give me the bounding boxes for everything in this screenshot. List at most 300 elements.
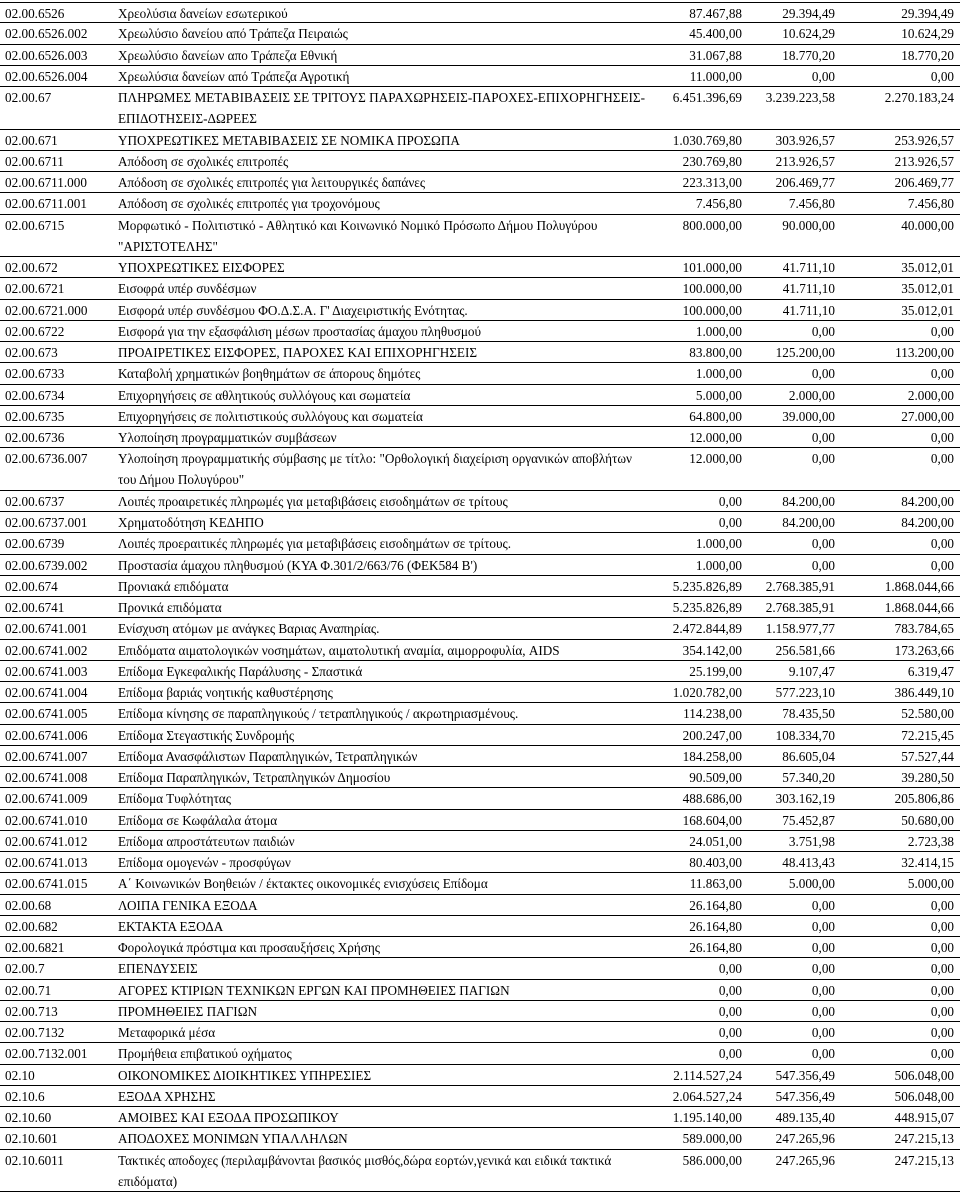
budget-value: 223.313,00 xyxy=(683,172,742,193)
table-row xyxy=(0,23,960,44)
account-description: Προνικά επιδόματα xyxy=(118,597,653,618)
account-description: ΕΚΤΑΚΤΑ ΕΞΟΔΑ xyxy=(118,916,653,937)
approved-value: 0,00 xyxy=(812,980,835,1001)
account-code: 02.00.6737.001 xyxy=(5,512,113,533)
table-row xyxy=(0,1107,960,1128)
approved-value: 547.356,49 xyxy=(776,1065,835,1086)
budget-value: 2.064.527,24 xyxy=(673,1086,742,1107)
budget-value: 26.164,80 xyxy=(689,895,742,916)
table-row xyxy=(0,640,960,661)
table-row xyxy=(0,1043,960,1064)
paid-value: 253.926,57 xyxy=(895,130,954,151)
paid-value: 2.000,00 xyxy=(908,385,954,406)
approved-value: 1.158.977,77 xyxy=(766,618,835,639)
account-code: 02.00.6734 xyxy=(5,385,113,406)
approved-value: 41.711,10 xyxy=(783,278,835,299)
account-description: Χρεωλύσιο δανείων απο Τράπεζα Εθνική xyxy=(118,45,653,66)
account-code: 02.00.6741.005 xyxy=(5,703,113,724)
approved-value: 39.000,00 xyxy=(782,406,835,427)
approved-value: 0,00 xyxy=(812,321,835,342)
budget-value: 26.164,80 xyxy=(689,916,742,937)
paid-value: 0,00 xyxy=(931,895,954,916)
account-description: Επίδομα Εγκεφαλικής Παράλυσης - Σπαστικά xyxy=(118,661,653,682)
table-row xyxy=(0,576,960,597)
approved-value: 18.770,20 xyxy=(782,45,835,66)
account-code: 02.10.601 xyxy=(5,1128,113,1149)
paid-value: 0,00 xyxy=(931,321,954,342)
account-code: 02.00.6711.000 xyxy=(5,172,113,193)
approved-value: 10.624,29 xyxy=(782,23,835,44)
account-description: Απόδοση σε σχολικές επιτροπές xyxy=(118,151,653,172)
table-row xyxy=(0,151,960,172)
account-description: Επίδομα ομογενών - προσφύγων xyxy=(118,852,653,873)
paid-value: 40.000,00 xyxy=(901,215,954,236)
paid-value: 386.449,10 xyxy=(895,682,954,703)
account-code: 02.00.6741.002 xyxy=(5,640,113,661)
budget-value: 45.400,00 xyxy=(689,23,742,44)
paid-value: 84.200,00 xyxy=(901,512,954,533)
approved-value: 9.107,47 xyxy=(789,661,835,682)
account-description: Μορφωτικό - Πολιτιστικό - Αθλητικό και Κοινωνικό Νομικό Πρόσωπο Δήμου Πολυγύρου "ΑΡΙΣΤΟΤΕΛΗΣ" xyxy=(118,215,653,257)
paid-value: 84.200,00 xyxy=(901,491,954,512)
paid-value: 0,00 xyxy=(931,1043,954,1064)
account-description: Εισφορά για την εξασφάλιση μέσων προστασίας άμαχου πληθυσμού xyxy=(118,321,653,342)
account-description: ΥΠΟΧΡΕΩΤΙΚΕΣ ΕΙΣΦΟΡΕΣ xyxy=(118,257,653,278)
approved-value: 108.334,70 xyxy=(776,725,835,746)
account-code: 02.10.6 xyxy=(5,1086,113,1107)
account-description: ΠΡΟΜΗΘΕΙΕΣ ΠΑΓΙΩΝ xyxy=(118,1001,653,1022)
budget-value: 31.067,88 xyxy=(689,45,742,66)
approved-value: 0,00 xyxy=(812,555,835,576)
budget-value: 1.195.140,00 xyxy=(673,1107,742,1128)
account-code: 02.10.6011 xyxy=(5,1150,113,1171)
approved-value: 3.239.223,58 xyxy=(766,87,835,108)
table-row xyxy=(0,66,960,87)
approved-value: 29.394,49 xyxy=(782,3,835,24)
approved-value: 0,00 xyxy=(812,66,835,87)
table-row xyxy=(0,618,960,639)
account-description: ΟΙΚΟΝΟΜΙΚΕΣ ΔΙΟΙΚΗΤΙΚΕΣ ΥΠΗΡΕΣΙΕΣ xyxy=(118,1065,653,1086)
budget-value: 12.000,00 xyxy=(689,448,742,469)
account-description: ΑΜΟΙΒΕΣ ΚΑΙ ΕΞΟΔΑ ΠΡΟΣΩΠΙΚΟΥ xyxy=(118,1107,653,1128)
account-description: Προστασία άμαχου πληθυσμού (ΚΥΑ Φ.301/2/663/76 (ΦΕΚ584 Β') xyxy=(118,555,653,576)
table-row xyxy=(0,342,960,363)
account-code: 02.00.682 xyxy=(5,916,113,937)
account-code: 02.00.7 xyxy=(5,958,113,979)
table-row xyxy=(0,2,960,23)
approved-value: 0,00 xyxy=(812,363,835,384)
budget-value: 1.000,00 xyxy=(696,321,742,342)
table-row xyxy=(0,661,960,682)
budget-value: 1.000,00 xyxy=(696,363,742,384)
budget-value: 1.030.769,80 xyxy=(673,130,742,151)
account-code: 02.00.6741.013 xyxy=(5,852,113,873)
account-code: 02.00.68 xyxy=(5,895,113,916)
account-description: Χρεωλύσια δανείων από Τράπεζα Αγροτική xyxy=(118,66,653,87)
table-row xyxy=(0,130,960,151)
budget-value: 0,00 xyxy=(719,491,742,512)
approved-value: 125.200,00 xyxy=(776,342,835,363)
paid-value: 247.215,13 xyxy=(895,1150,954,1171)
approved-value: 86.605,04 xyxy=(782,746,835,767)
account-code: 02.00.672 xyxy=(5,257,113,278)
budget-value: 2.472.844,89 xyxy=(673,618,742,639)
account-description: ΕΠΕΝΔΥΣΕΙΣ xyxy=(118,958,653,979)
account-description: Υλοποίηση προγραμματικής σύμβασης με τίτλο: "Ορθολογική διαχείριση οργανικών αποβλήτων του Δήμου Πολυγύρου" xyxy=(118,448,653,490)
table-row xyxy=(0,406,960,427)
account-code: 02.00.6821 xyxy=(5,937,113,958)
paid-value: 32.414,15 xyxy=(901,852,954,873)
budget-value: 0,00 xyxy=(719,958,742,979)
account-code: 02.00.6741.015 xyxy=(5,873,113,894)
account-description: Λοιπές προαιρετικές πληρωμές για μεταβιβάσεις εισοδημάτων σε τρίτους xyxy=(118,491,653,512)
account-description: Φορολογικά πρόστιμα και προσαυξήσεις Χρήσης xyxy=(118,937,653,958)
account-code: 02.00.6741 xyxy=(5,597,113,618)
table-row xyxy=(0,1065,960,1086)
account-description: Επίδομα Ανασφάλιστων Παραπληγικών, Τετραπληγικών xyxy=(118,746,653,767)
table-row xyxy=(0,873,960,894)
account-description: Απόδοση σε σχολικές επιτροπές για λειτουργικές δαπάνες xyxy=(118,172,653,193)
paid-value: 39.280,50 xyxy=(901,767,954,788)
account-code: 02.00.6711 xyxy=(5,151,113,172)
approved-value: 48.413,43 xyxy=(782,852,835,873)
account-description: Προμήθεια επιβατικού οχήματος xyxy=(118,1043,653,1064)
account-description: Μεταφορικά μέσα xyxy=(118,1022,653,1043)
approved-value: 0,00 xyxy=(812,1043,835,1064)
budget-value: 1.020.782,00 xyxy=(673,682,742,703)
account-code: 02.00.673 xyxy=(5,342,113,363)
account-code: 02.00.6741.004 xyxy=(5,682,113,703)
account-code: 02.00.6722 xyxy=(5,321,113,342)
approved-value: 247.265,96 xyxy=(776,1150,835,1171)
paid-value: 27.000,00 xyxy=(901,406,954,427)
table-row xyxy=(0,427,960,448)
paid-value: 6.319,47 xyxy=(908,661,954,682)
paid-value: 506.048,00 xyxy=(895,1065,954,1086)
budget-value: 2.114.527,24 xyxy=(673,1065,742,1086)
budget-value: 184.258,00 xyxy=(683,746,742,767)
paid-value: 5.000,00 xyxy=(908,873,954,894)
paid-value: 72.215,45 xyxy=(901,725,954,746)
table-row xyxy=(0,980,960,1001)
table-row xyxy=(0,257,960,278)
approved-value: 0,00 xyxy=(812,427,835,448)
table-row xyxy=(0,45,960,66)
budget-value: 24.051,00 xyxy=(689,831,742,852)
approved-value: 2.000,00 xyxy=(789,385,835,406)
budget-value: 5.000,00 xyxy=(696,385,742,406)
table-row xyxy=(0,682,960,703)
account-description: Επιχορηγήσεις σε αθλητικούς συλλόγους και σωματεία xyxy=(118,385,653,406)
approved-value: 41.711,10 xyxy=(783,257,835,278)
budget-value: 6.451.396,69 xyxy=(673,87,742,108)
account-code: 02.00.6721.000 xyxy=(5,300,113,321)
account-description: Εισοφρά υπέρ συνδέσμων xyxy=(118,278,653,299)
account-description: ΛΟΙΠΑ ΓΕΝΙΚΑ ΕΞΟΔΑ xyxy=(118,895,653,916)
table-row xyxy=(0,958,960,979)
account-description: Επίδομα κίνησης σε παραπληγικούς / τετραπληγικούς / ακρωτηριασμένους. xyxy=(118,703,653,724)
budget-value: 26.164,80 xyxy=(689,937,742,958)
account-description: Επίδομα βαριάς νοητικής καθυστέρησης xyxy=(118,682,653,703)
budget-value: 354.142,00 xyxy=(683,640,742,661)
paid-value: 0,00 xyxy=(931,980,954,1001)
budget-value: 90.509,00 xyxy=(689,767,742,788)
account-description: Επιδόματα αιματολογικών νοσημάτων, αιματολυτική αναμία, αιμορροφυλία, AIDS xyxy=(118,640,653,661)
paid-value: 113.200,00 xyxy=(895,342,954,363)
table-row xyxy=(0,767,960,788)
budget-value: 11.863,00 xyxy=(690,873,742,894)
approved-value: 84.200,00 xyxy=(782,491,835,512)
table-row xyxy=(0,1086,960,1107)
table-row xyxy=(0,725,960,746)
account-description: Χρεωλύσιο δανείου από Τράπεζα Πειραιώς xyxy=(118,23,653,44)
account-description: Υλοποίηση προγραμματικών συμβάσεων xyxy=(118,427,653,448)
budget-value: 7.456,80 xyxy=(696,193,742,214)
account-description: Επίδομα Τυφλότητας xyxy=(118,788,653,809)
account-code: 02.10.60 xyxy=(5,1107,113,1128)
budget-value: 200.247,00 xyxy=(683,725,742,746)
budget-value: 0,00 xyxy=(719,1022,742,1043)
approved-value: 75.452,87 xyxy=(782,810,835,831)
table-row xyxy=(0,810,960,831)
account-description: Λοιπές προεραιτικές πληρωμές για μεταβιβάσεις εισοδημάτων σε τρίτους. xyxy=(118,533,653,554)
account-code: 02.00.6741.012 xyxy=(5,831,113,852)
table-row xyxy=(0,852,960,873)
paid-value: 213.926,57 xyxy=(895,151,954,172)
account-code: 02.00.6526.003 xyxy=(5,45,113,66)
approved-value: 0,00 xyxy=(812,937,835,958)
account-description: Προνιακά επιδόματα xyxy=(118,576,653,597)
paid-value: 0,00 xyxy=(931,958,954,979)
paid-value: 0,00 xyxy=(931,1001,954,1022)
paid-value: 2.723,38 xyxy=(908,831,954,852)
paid-value: 10.624,29 xyxy=(901,23,954,44)
paid-value: 52.580,00 xyxy=(901,703,954,724)
account-description: ΥΠΟΧΡΕΩΤΙΚΕΣ ΜΕΤΑΒΙΒΑΣΕΙΣ ΣΕ ΝΟΜΙΚΑ ΠΡΟΣΩΠΑ xyxy=(118,130,653,151)
approved-value: 0,00 xyxy=(812,448,835,469)
account-description: Καταβολή χρηματικών βοηθημάτων σε άπορους δημότες xyxy=(118,363,653,384)
account-code: 02.00.713 xyxy=(5,1001,113,1022)
budget-value: 5.235.826,89 xyxy=(673,597,742,618)
table-row xyxy=(0,831,960,852)
table-row xyxy=(0,1128,960,1149)
table-row xyxy=(0,448,960,491)
paid-value: 57.527,44 xyxy=(901,746,954,767)
table-row xyxy=(0,703,960,724)
budget-value: 80.403,00 xyxy=(689,852,742,873)
approved-value: 0,00 xyxy=(812,1001,835,1022)
budget-value: 12.000,00 xyxy=(689,427,742,448)
account-code: 02.00.7132 xyxy=(5,1022,113,1043)
account-description: ΠΡΟΑΙΡΕΤΙΚΕΣ ΕΙΣΦΟΡΕΣ, ΠΑΡΟΧΕΣ ΚΑΙ ΕΠΙΧΟΡΗΓΗΣΕΙΣ xyxy=(118,342,653,363)
account-code: 02.00.6526.004 xyxy=(5,66,113,87)
paid-value: 506.048,00 xyxy=(895,1086,954,1107)
paid-value: 783.784,65 xyxy=(895,618,954,639)
approved-value: 213.926,57 xyxy=(776,151,835,172)
account-code: 02.00.6715 xyxy=(5,215,113,236)
table-row xyxy=(0,87,960,130)
account-code: 02.00.671 xyxy=(5,130,113,151)
account-description: Τακτικές αποδοχες (περιλαμβάνοντaι βασικός μισθός,δώρα εορτών,γενικά και ειδικά τακτικά επιδόματα) xyxy=(118,1150,653,1192)
account-description: Επίδομα σε Κωφάλαλα άτομα xyxy=(118,810,653,831)
paid-value: 18.770,20 xyxy=(901,45,954,66)
account-code: 02.00.6741.006 xyxy=(5,725,113,746)
paid-value: 206.469,77 xyxy=(895,172,954,193)
approved-value: 7.456,80 xyxy=(789,193,835,214)
paid-value: 0,00 xyxy=(931,555,954,576)
paid-value: 0,00 xyxy=(931,533,954,554)
approved-value: 41.711,10 xyxy=(783,300,835,321)
account-code: 02.00.6741.003 xyxy=(5,661,113,682)
account-description: Εισφορά υπέρ συνδέσμου ΦΟ.Δ.Σ.Α. Γ' Διαχειριστικής Ενότητας. xyxy=(118,300,653,321)
table-row xyxy=(0,193,960,214)
table-row xyxy=(0,491,960,512)
paid-value: 0,00 xyxy=(931,427,954,448)
budget-value: 0,00 xyxy=(719,512,742,533)
budget-value: 100.000,00 xyxy=(683,278,742,299)
approved-value: 247.265,96 xyxy=(776,1128,835,1149)
account-code: 02.00.71 xyxy=(5,980,113,1001)
account-description: ΑΠΟΔΟΧΕΣ ΜΟΝΙΜΩΝ ΥΠΑΛΛΗΛΩΝ xyxy=(118,1128,653,1149)
budget-value: 168.604,00 xyxy=(683,810,742,831)
approved-value: 0,00 xyxy=(812,958,835,979)
paid-value: 1.868.044,66 xyxy=(885,597,954,618)
budget-value: 0,00 xyxy=(719,980,742,1001)
table-row xyxy=(0,363,960,384)
paid-value: 205.806,86 xyxy=(895,788,954,809)
budget-value: 5.235.826,89 xyxy=(673,576,742,597)
budget-value: 586.000,00 xyxy=(683,1150,742,1171)
paid-value: 448.915,07 xyxy=(895,1107,954,1128)
approved-value: 3.751,98 xyxy=(789,831,835,852)
budget-value: 100.000,00 xyxy=(683,300,742,321)
account-code: 02.00.6736 xyxy=(5,427,113,448)
table-row xyxy=(0,1150,960,1192)
paid-value: 1.868.044,66 xyxy=(885,576,954,597)
account-description: Επιχορηγήσεις σε πολιτιστικούς συλλόγους και σωματεία xyxy=(118,406,653,427)
budget-value: 0,00 xyxy=(719,1001,742,1022)
paid-value: 29.394,49 xyxy=(901,3,954,24)
account-description: ΠΛΗΡΩΜΕΣ ΜΕΤΑΒΙΒΑΣΕΙΣ ΣΕ ΤΡΙΤΟΥΣ ΠΑΡΑΧΩΡΗΣΕΙΣ-ΠΑΡΟΧΕΣ-ΕΠΙΧΟΡΗΓΗΣΕΙΣ-ΕΠΙΔΟΤΗΣΕΙΣ-ΔΩΡΕΕΣ xyxy=(118,87,653,129)
paid-value: 0,00 xyxy=(931,66,954,87)
paid-value: 0,00 xyxy=(931,363,954,384)
account-description: Επίδομα απροστάτευτων παιδιών xyxy=(118,831,653,852)
paid-value: 50.680,00 xyxy=(901,810,954,831)
table-row xyxy=(0,300,960,321)
table-row xyxy=(0,385,960,406)
approved-value: 206.469,77 xyxy=(776,172,835,193)
budget-value: 1.000,00 xyxy=(696,555,742,576)
budget-value: 800.000,00 xyxy=(683,215,742,236)
approved-value: 0,00 xyxy=(812,533,835,554)
budget-value: 1.000,00 xyxy=(696,533,742,554)
paid-value: 35.012,01 xyxy=(901,257,954,278)
table-row xyxy=(0,278,960,299)
paid-value: 0,00 xyxy=(931,937,954,958)
account-code: 02.10 xyxy=(5,1065,113,1086)
account-code: 02.00.6741.007 xyxy=(5,746,113,767)
account-description: Επίδομα Παραπληγικών, Τετραπληγικών Δημοσίου xyxy=(118,767,653,788)
budget-value: 230.769,80 xyxy=(683,151,742,172)
table-row xyxy=(0,555,960,576)
account-code: 02.00.6711.001 xyxy=(5,193,113,214)
table-row xyxy=(0,1001,960,1022)
account-code: 02.00.6741.010 xyxy=(5,810,113,831)
budget-value: 101.000,00 xyxy=(683,257,742,278)
account-description: Α΄ Κοινωνικών Βοηθειών / έκτακτες οικονομικές ενισχύσεις Επίδομα xyxy=(118,873,653,894)
table-row xyxy=(0,215,960,258)
approved-value: 2.768.385,91 xyxy=(766,597,835,618)
account-code: 02.00.674 xyxy=(5,576,113,597)
approved-value: 0,00 xyxy=(812,916,835,937)
approved-value: 256.581,66 xyxy=(776,640,835,661)
table-row xyxy=(0,916,960,937)
approved-value: 57.340,20 xyxy=(782,767,835,788)
paid-value: 247.215,13 xyxy=(895,1128,954,1149)
paid-value: 0,00 xyxy=(931,916,954,937)
budget-value: 589.000,00 xyxy=(683,1128,742,1149)
paid-value: 35.012,01 xyxy=(901,300,954,321)
budget-value: 11.000,00 xyxy=(690,66,742,87)
paid-value: 173.263,66 xyxy=(895,640,954,661)
approved-value: 0,00 xyxy=(812,1022,835,1043)
paid-value: 35.012,01 xyxy=(901,278,954,299)
table-row xyxy=(0,895,960,916)
budget-value: 87.467,88 xyxy=(689,3,742,24)
account-code: 02.00.6741.009 xyxy=(5,788,113,809)
budget-value: 25.199,00 xyxy=(689,661,742,682)
table-row xyxy=(0,512,960,533)
table-row xyxy=(0,533,960,554)
account-code: 02.00.67 xyxy=(5,87,113,108)
account-description: Χρεολύσια δανείων εσωτερικού xyxy=(118,3,653,24)
budget-value: 488.686,00 xyxy=(683,788,742,809)
approved-value: 2.768.385,91 xyxy=(766,576,835,597)
account-code: 02.00.6739.002 xyxy=(5,555,113,576)
account-code: 02.00.6526.002 xyxy=(5,23,113,44)
approved-value: 90.000,00 xyxy=(782,215,835,236)
budget-value: 83.800,00 xyxy=(689,342,742,363)
account-code: 02.00.6733 xyxy=(5,363,113,384)
approved-value: 547.356,49 xyxy=(776,1086,835,1107)
approved-value: 303.162,19 xyxy=(776,788,835,809)
table-row xyxy=(0,788,960,809)
table-row xyxy=(0,1022,960,1043)
paid-value: 0,00 xyxy=(931,448,954,469)
paid-value: 0,00 xyxy=(931,1022,954,1043)
budget-value: 64.800,00 xyxy=(689,406,742,427)
account-code: 02.00.6721 xyxy=(5,278,113,299)
budget-value: 114.238,00 xyxy=(683,703,742,724)
account-description: Χρηματοδότηση ΚΕΔΗΠΟ xyxy=(118,512,653,533)
table-row xyxy=(0,172,960,193)
budget-value: 0,00 xyxy=(719,1043,742,1064)
account-code: 02.00.6741.001 xyxy=(5,618,113,639)
approved-value: 84.200,00 xyxy=(782,512,835,533)
table-row xyxy=(0,746,960,767)
approved-value: 577.223,10 xyxy=(776,682,835,703)
account-description: Επίδομα Στεγαστικής Συνδρομής xyxy=(118,725,653,746)
table-row xyxy=(0,597,960,618)
account-description: Ενίσχυση ατόμων με ανάγκες Βαριας Αναπηρίας. xyxy=(118,618,653,639)
approved-value: 303.926,57 xyxy=(776,130,835,151)
approved-value: 0,00 xyxy=(812,895,835,916)
paid-value: 2.270.183,24 xyxy=(885,87,954,108)
paid-value: 7.456,80 xyxy=(908,193,954,214)
table-row xyxy=(0,321,960,342)
approved-value: 489.135,40 xyxy=(776,1107,835,1128)
table-row xyxy=(0,937,960,958)
